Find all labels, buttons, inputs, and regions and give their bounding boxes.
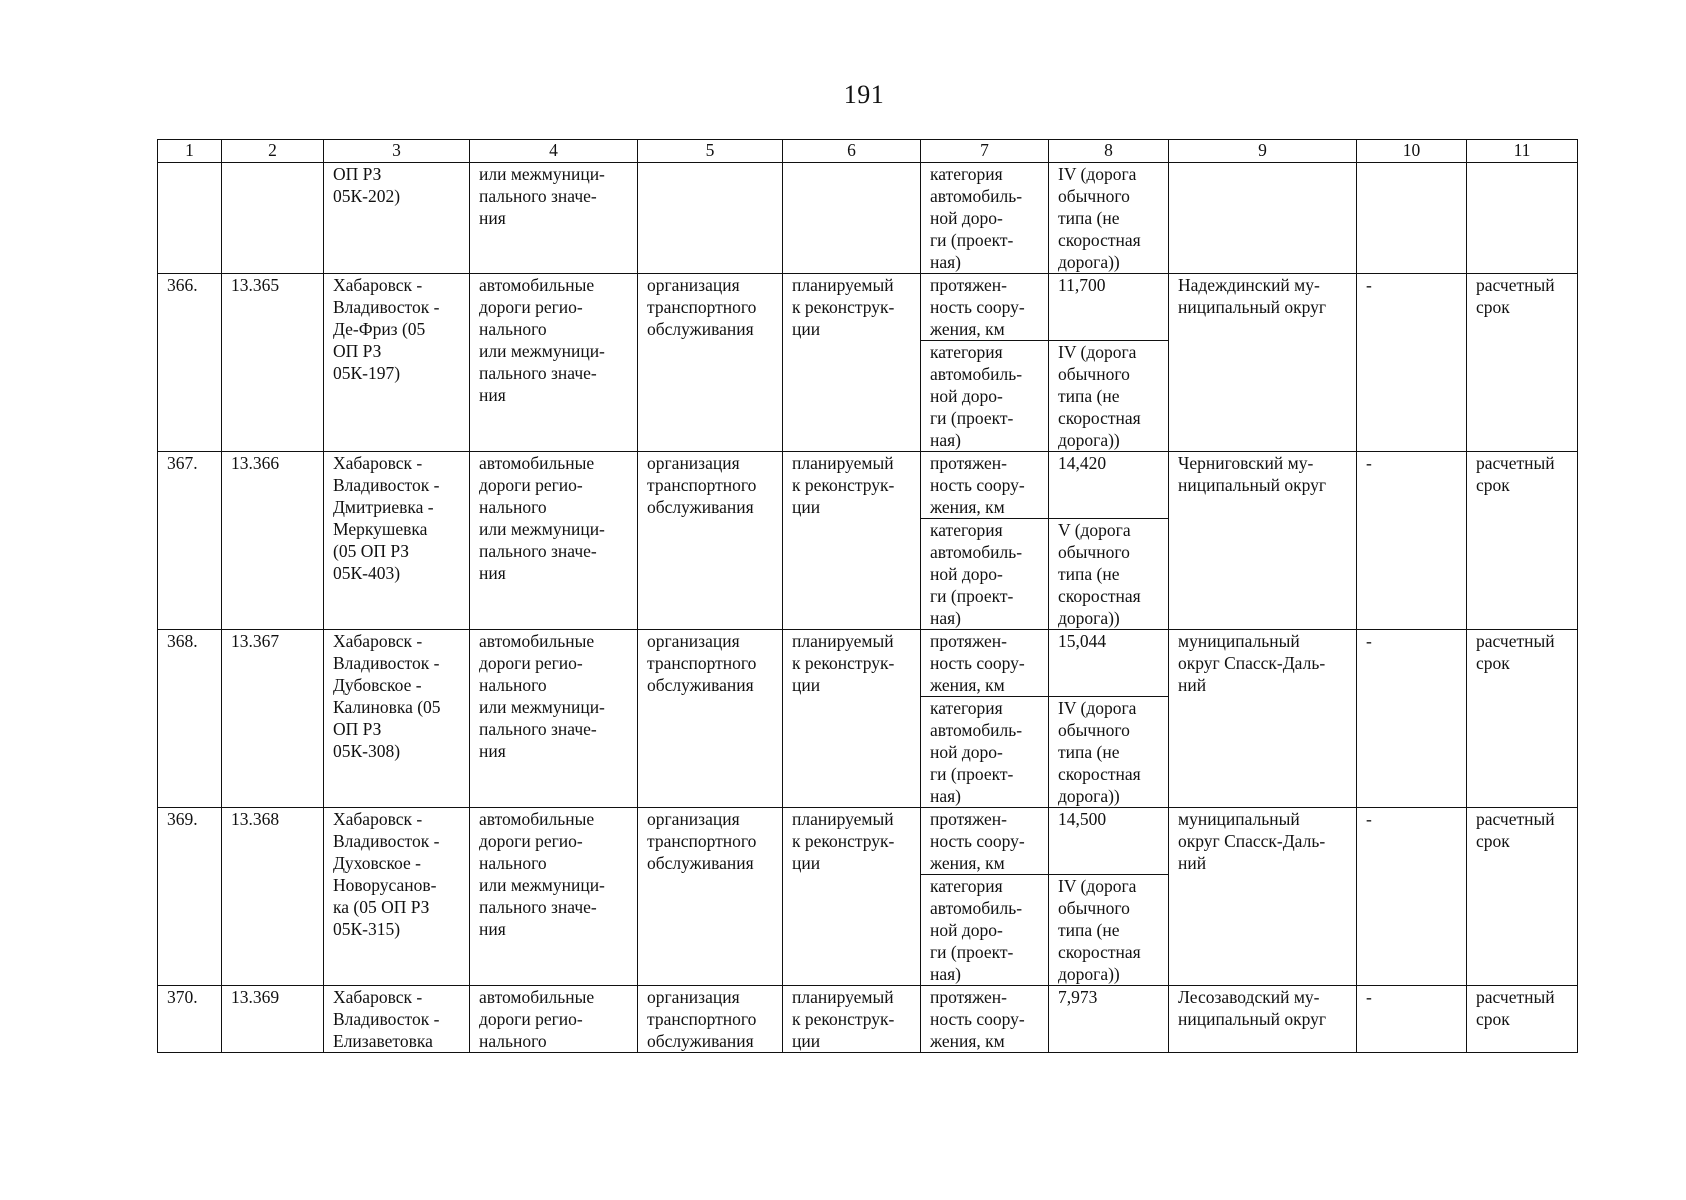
cell-type: автомобильные дороги регио- нального или межмуници- пального значе- ния xyxy=(470,808,638,986)
cell-param: протяжен- ность соору- жения, км xyxy=(921,452,1049,519)
header-cell: 1 xyxy=(158,140,222,163)
header-row xyxy=(158,140,1578,163)
cell-value: IV (дорога обычного типа (не скоростная дорога)) xyxy=(1049,163,1169,274)
header-cell: 3 xyxy=(324,140,470,163)
cell-type: автомобильные дороги регио- нального или межмуници- пального значе- ния xyxy=(470,274,638,452)
header-cell: 6 xyxy=(783,140,921,163)
table-row xyxy=(158,808,1578,875)
cell-name: Хабаровск - Владивосток - Духовское - Новорусанов- ка (05 ОП РЗ 05К-315) xyxy=(324,808,470,986)
cell-zone: - xyxy=(1357,808,1467,986)
cell-value: V (дорога обычного типа (не скоростная дорога)) xyxy=(1049,519,1169,630)
cell-zone: - xyxy=(1357,986,1467,1053)
cell-location: Надеждинский му- ниципальный округ xyxy=(1169,274,1357,452)
cell-code: 13.367 xyxy=(222,630,324,808)
cell-number: 367. xyxy=(158,452,222,630)
cell-purpose: организация транспортного обслуживания xyxy=(638,986,783,1053)
cell-param: категория автомобиль- ной доро- ги (проект- ная) xyxy=(921,875,1049,986)
cell-term: расчетный срок xyxy=(1467,452,1578,630)
cell-purpose: организация транспортного обслуживания xyxy=(638,808,783,986)
cell-value: IV (дорога обычного типа (не скоростная дорога)) xyxy=(1049,875,1169,986)
cell-code: 13.366 xyxy=(222,452,324,630)
cell-name: Хабаровск - Владивосток - Елизаветовка xyxy=(324,986,470,1053)
cell-status: планируемый к реконструк- ции xyxy=(783,274,921,452)
cell-type: автомобильные дороги регио- нального xyxy=(470,986,638,1053)
cell-name: Хабаровск - Владивосток - Дмитриевка - Меркушевка (05 ОП РЗ 05К-403) xyxy=(324,452,470,630)
cell-status: планируемый к реконструк- ции xyxy=(783,630,921,808)
cell-number: 368. xyxy=(158,630,222,808)
cell-purpose: организация транспортного обслуживания xyxy=(638,630,783,808)
cell-number: 369. xyxy=(158,808,222,986)
cell-empty xyxy=(222,163,324,274)
cell-empty xyxy=(783,163,921,274)
cell-zone: - xyxy=(1357,452,1467,630)
cell-value: 11,700 xyxy=(1049,274,1169,341)
cell-code: 13.369 xyxy=(222,986,324,1053)
cell-term: расчетный срок xyxy=(1467,808,1578,986)
cell-location: Лесозаводский му- ниципальный округ xyxy=(1169,986,1357,1053)
cell-param: категория автомобиль- ной доро- ги (проект- ная) xyxy=(921,697,1049,808)
header-cell: 8 xyxy=(1049,140,1169,163)
table-row-continued xyxy=(158,163,1578,274)
cell-status: планируемый к реконструк- ции xyxy=(783,808,921,986)
cell-empty xyxy=(1169,163,1357,274)
table-row xyxy=(158,986,1578,1053)
cell-value: 7,973 xyxy=(1049,986,1169,1053)
page-number: 191 xyxy=(843,80,885,109)
cell-value: IV (дорога обычного типа (не скоростная дорога)) xyxy=(1049,341,1169,452)
cell-code: 13.368 xyxy=(222,808,324,986)
cell-purpose: организация транспортного обслуживания xyxy=(638,274,783,452)
cell-param: протяжен- ность соору- жения, км xyxy=(921,986,1049,1053)
cell-type: или межмуници- пального значе- ния xyxy=(470,163,638,274)
table-row xyxy=(158,630,1578,697)
cell-empty xyxy=(638,163,783,274)
cell-param: протяжен- ность соору- жения, км xyxy=(921,808,1049,875)
cell-number: 366. xyxy=(158,274,222,452)
cell-number: 370. xyxy=(158,986,222,1053)
cell-code: 13.365 xyxy=(222,274,324,452)
cell-param: категория автомобиль- ной доро- ги (проект- ная) xyxy=(921,519,1049,630)
table-row xyxy=(158,452,1578,519)
cell-name: Хабаровск - Владивосток - Де-Фриз (05 ОП РЗ 05К-197) xyxy=(324,274,470,452)
cell-param: категория автомобиль- ной доро- ги (проект- ная) xyxy=(921,341,1049,452)
cell-name: Хабаровск - Владивосток - Дубовское - Калиновка (05 ОП РЗ 05К-308) xyxy=(324,630,470,808)
cell-location: Черниговский му- ниципальный округ xyxy=(1169,452,1357,630)
header-cell: 7 xyxy=(921,140,1049,163)
cell-type: автомобильные дороги регио- нального или межмуници- пального значе- ния xyxy=(470,452,638,630)
header-cell: 5 xyxy=(638,140,783,163)
cell-empty xyxy=(1357,163,1467,274)
header-cell: 11 xyxy=(1467,140,1578,163)
cell-value: IV (дорога обычного типа (не скоростная дорога)) xyxy=(1049,697,1169,808)
cell-param: протяжен- ность соору- жения, км xyxy=(921,274,1049,341)
cell-empty xyxy=(158,163,222,274)
cell-type: автомобильные дороги регио- нального или межмуници- пального значе- ния xyxy=(470,630,638,808)
cell-term: расчетный срок xyxy=(1467,986,1578,1053)
table-row xyxy=(158,274,1578,341)
cell-param: категория автомобиль- ной доро- ги (проект- ная) xyxy=(921,163,1049,274)
cell-param: протяжен- ность соору- жения, км xyxy=(921,630,1049,697)
cell-location: муниципальный округ Спасск-Даль- ний xyxy=(1169,808,1357,986)
cell-value: 14,500 xyxy=(1049,808,1169,875)
cell-term: расчетный срок xyxy=(1467,274,1578,452)
header-cell: 9 xyxy=(1169,140,1357,163)
cell-empty xyxy=(1467,163,1578,274)
objects-table xyxy=(157,139,1578,1053)
header-cell: 2 xyxy=(222,140,324,163)
cell-term: расчетный срок xyxy=(1467,630,1578,808)
header-cell: 10 xyxy=(1357,140,1467,163)
cell-location: муниципальный округ Спасск-Даль- ний xyxy=(1169,630,1357,808)
cell-name: ОП РЗ 05К-202) xyxy=(324,163,470,274)
cell-status: планируемый к реконструк- ции xyxy=(783,452,921,630)
cell-zone: - xyxy=(1357,274,1467,452)
cell-value: 15,044 xyxy=(1049,630,1169,697)
cell-purpose: организация транспортного обслуживания xyxy=(638,452,783,630)
header-cell: 4 xyxy=(470,140,638,163)
cell-status: планируемый к реконструк- ции xyxy=(783,986,921,1053)
cell-zone: - xyxy=(1357,630,1467,808)
cell-value: 14,420 xyxy=(1049,452,1169,519)
